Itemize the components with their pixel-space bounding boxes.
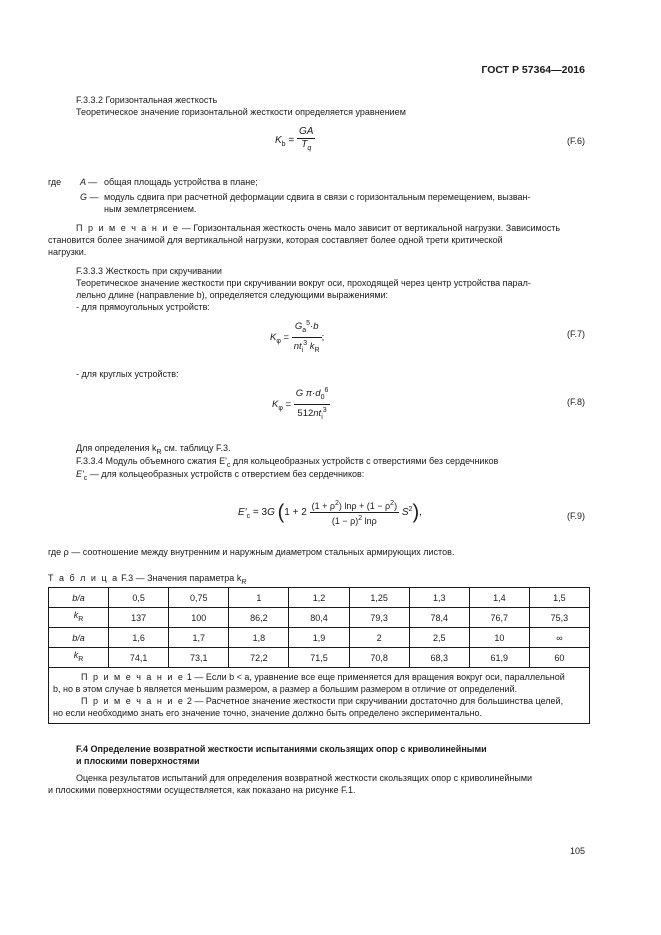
equation-number-f6: (F.6) xyxy=(567,136,585,146)
table-row xyxy=(49,608,590,628)
table-cell: 1,3 xyxy=(409,588,469,608)
table-cell: 73,1 xyxy=(169,648,229,668)
page-number: 105 xyxy=(569,846,585,856)
equation-f7: $K_\varphi$ = $\frac{G_a^5\cdot b}{nt_i^3 k_R}$ ; xyxy=(270,320,325,354)
table-cell: 70,8 xyxy=(349,648,409,668)
note-line-2: становится более значимой для вертикальной нагрузки, которая составляет более одной трети критической xyxy=(48,235,503,245)
table-cell: 78,4 xyxy=(409,608,469,628)
equation-f6: $K_b$ = $\frac{GA}{T_q}$ xyxy=(275,126,314,152)
paragraph-f334-1: F.3.3.4 Модуль объемного сжатия $E'_c$ для кольцеобразных устройств с отверстиями без сердечников xyxy=(76,456,499,469)
table-cell: 1,9 xyxy=(289,628,349,648)
paragraph-f333-1: Теоретическое значение жесткости при скручивании вокруг оси, проходящей через центр устройства парал- xyxy=(76,278,531,288)
table-cell: 1,6 xyxy=(109,628,169,648)
table-row-label: b/a xyxy=(49,628,109,648)
table-cell: 79,3 xyxy=(349,608,409,628)
table-row-label: b/a xyxy=(49,588,109,608)
table-cell: 1,8 xyxy=(229,628,289,648)
equation-number-f7: (F.7) xyxy=(567,329,585,339)
table-cell: 61,9 xyxy=(469,648,529,668)
table-cell: 60 xyxy=(529,648,589,668)
symbol-g: G — xyxy=(80,192,99,202)
rho-definition: где ρ — соотношение между внутренним и наружным диаметром стальных армирующих листов. xyxy=(48,547,455,557)
rect-devices-label: - для прямоугольных устройств: xyxy=(76,302,210,312)
table-row-label: $k_R$ xyxy=(49,608,109,628)
table-cell: 80,4 xyxy=(289,608,349,628)
table-row-label: $k_R$ xyxy=(49,648,109,668)
table-cell: 72,2 xyxy=(229,648,289,668)
paragraph-f333-2: лельно длине (направление b), определяется следующими выражениями: xyxy=(76,290,389,300)
table-notes-row xyxy=(49,668,590,724)
note-line-3: нагрузки. xyxy=(48,247,87,257)
table-caption: Т а б л и ц а F.3 — Значения параметра $k_R$ xyxy=(48,573,247,586)
note-horizontal-stiffness: П р и м е ч а н и е — Горизонтальная жесткость очень мало зависит от вертикальной нагрузки. Зависимость xyxy=(76,223,561,233)
paragraph-f332: Теоретическое значение горизонтальной жесткости определяется уравнением xyxy=(76,107,406,117)
table-cell: 1,4 xyxy=(469,588,529,608)
equation-number-f8: (F.8) xyxy=(567,397,585,407)
where-label: где xyxy=(48,177,62,187)
equation-number-f9: (F.9) xyxy=(567,511,585,521)
table-cell: 1,2 xyxy=(289,588,349,608)
equation-f9: $E'_c = 3G$ (1 + 2 $\frac{(1 + \rho^2) \ln\rho + (1 - \rho^2)}{(1 - \rho)^2 \ln\rho}$ $S^2$), xyxy=(238,500,422,526)
table-cell: 1,25 xyxy=(349,588,409,608)
section-heading-f4-2: и плоскими поверхностями xyxy=(76,756,200,766)
table-cell: 68,3 xyxy=(409,648,469,668)
table-cell: 71,5 xyxy=(289,648,349,668)
kr-table-reference: Для определения $k_R$ см. таблицу F.3. xyxy=(76,443,231,456)
table-row xyxy=(49,588,590,608)
table-row xyxy=(49,628,590,648)
table-cell: 75,3 xyxy=(529,608,589,628)
table-cell: 100 xyxy=(169,608,229,628)
table-cell: 0,5 xyxy=(109,588,169,608)
section-heading-f333: F.3.3.3 Жесткость при скручивании xyxy=(76,266,222,276)
table-cell: 1,7 xyxy=(169,628,229,648)
table-cell: 2,5 xyxy=(409,628,469,648)
paragraph-f334-2: $E'_c$ — для кольцеобразных устройств с отверстием без сердечников: xyxy=(76,469,365,482)
table-cell: 137 xyxy=(109,608,169,628)
paragraph-f4-1: Оценка результатов испытаний для определения возвратной жесткости скользящих опор с криволинейными xyxy=(76,773,533,783)
table-cell: 1,5 xyxy=(529,588,589,608)
symbol-a: A — xyxy=(80,177,98,187)
section-heading-f332: F.3.3.2 Горизонтальная жесткость xyxy=(76,95,218,105)
table-cell: 10 xyxy=(469,628,529,648)
table-cell: 0,75 xyxy=(169,588,229,608)
table-f3 xyxy=(48,587,590,724)
table-cell: ∞ xyxy=(529,628,589,648)
table-notes: П р и м е ч а н и е 1 — Если b < a, уравнение все еще применяется для вращения вокруг оси, параллельной b, но в этом случае b является меньшим размером, а размер a большим размером в отличие от определений. П р и м е ч а н и е 2 — Расчетное значение жесткости при скручивании достаточно для большинства целей, но если необходимо знать его значение точно, значение должно быть определено экспериментально. xyxy=(49,668,590,724)
symbol-a-definition: общая площадь устройства в плане; xyxy=(104,177,258,187)
table-cell: 76,7 xyxy=(469,608,529,628)
symbol-g-definition-1: модуль сдвига при расчетной деформации сдвига в связи с горизонтальным перемещением, вызван- xyxy=(104,192,531,202)
section-heading-f4-1: F.4 Определение возвратной жесткости испытаниями скользящих опор с криволинейными xyxy=(76,744,487,754)
standard-id: ГОСТ Р 57364—2016 xyxy=(481,64,585,76)
equation-f8: $K_\varphi$ = $\frac{G \pi\cdot d_0^6}{512nt_i^3}$ xyxy=(272,387,329,421)
table-row xyxy=(49,648,590,668)
table-cell: 86,2 xyxy=(229,608,289,628)
table-cell: 2 xyxy=(349,628,409,648)
table-cell: 74,1 xyxy=(109,648,169,668)
paragraph-f4-2: и плоскими поверхностями осуществляется, как показано на рисунке F.1. xyxy=(48,785,356,795)
round-devices-label: - для круглых устройств: xyxy=(76,369,179,379)
table-cell: 1 xyxy=(229,588,289,608)
symbol-g-definition-2: ным землетрясением. xyxy=(104,204,197,214)
